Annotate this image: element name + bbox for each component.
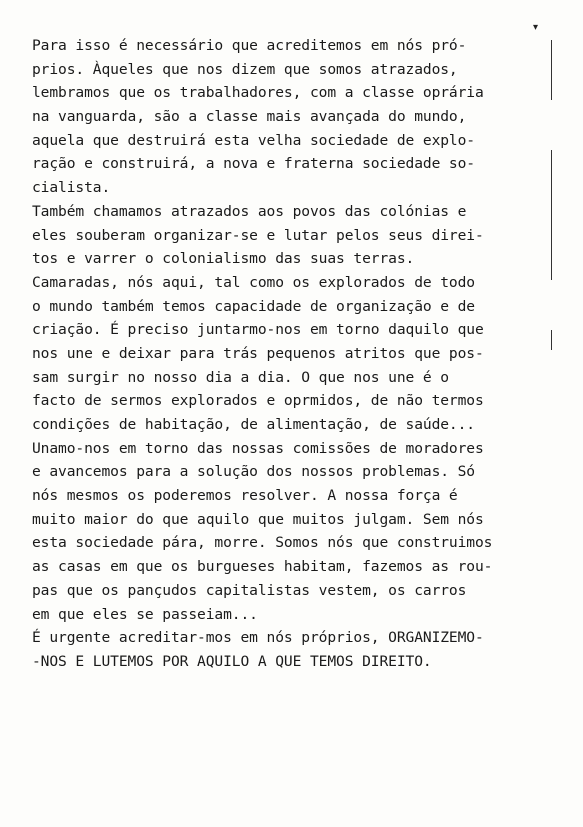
- text-line: aquela que destruirá esta velha sociedade de explo-: [32, 131, 475, 149]
- text-line: Também chamamos atrazados aos povos das colónias e: [32, 202, 467, 220]
- text-line: esta sociedade pára, morre. Somos nós que construimos: [32, 534, 493, 552]
- text-line: tos e varrer o colonialismo das suas terras.: [32, 250, 415, 268]
- text-line: as casas em que os burgueses habitam, fazemos as rou-: [32, 558, 493, 576]
- text-line: É urgente acreditar-mos em nós próprios, ORGANIZEMO-: [32, 629, 484, 647]
- text-line: Unamo-nos em torno das nossas comissões de moradores: [32, 439, 484, 457]
- text-line: Camaradas, nós aqui, tal como os explorados de todo: [32, 273, 475, 291]
- text-line: -NOS E LUTEMOS POR AQUILO A QUE TEMOS DIREITO.: [32, 652, 432, 670]
- text-line: Para isso é necessário que acreditemos em nós pró-: [32, 37, 467, 54]
- text-line: criação. É preciso juntarmo-nos em torno daquilo que: [32, 321, 484, 339]
- text-line: cialista.: [32, 179, 111, 197]
- text-line: eles souberam organizar-se e lutar pelos seus direi-: [32, 226, 484, 244]
- document-body: [32, 34, 567, 674]
- text-line: condições de habitação, de alimentação, de saúde...: [32, 416, 475, 433]
- text-line: o mundo também temos capacidade de organização e de: [32, 297, 475, 315]
- text-line: na vanguarda, são a classe mais avançada do mundo,: [32, 108, 467, 126]
- text-line: ração e construirá, a nova e fraterna sociedade so-: [32, 155, 475, 173]
- corner-mark-icon: ▾: [533, 22, 539, 33]
- text-line: nos une e deixar para trás pequenos atritos que pos-: [32, 344, 484, 362]
- text-line: lembramos que os trabalhadores, com a classe oprária: [32, 84, 484, 102]
- text-line: sam surgir no nosso dia a dia. O que nos une é o: [32, 368, 449, 386]
- text-line: facto de sermos explorados e oprmidos, de não termos: [32, 392, 484, 410]
- text-line: pas que os pançudos capitalistas vestem, os carros: [32, 581, 467, 599]
- text-line: nós mesmos os poderemos resolver. A nossa força é: [32, 487, 458, 505]
- text-line: muito maior do que aquilo que muitos julgam. Sem nós: [32, 510, 484, 528]
- text-line: prios. Àqueles que nos dizem que somos atrazados,: [32, 60, 458, 78]
- text-line: e avancemos para a solução dos nossos problemas. Só: [32, 463, 475, 481]
- text-line: em que eles se passeiam...: [32, 605, 258, 623]
